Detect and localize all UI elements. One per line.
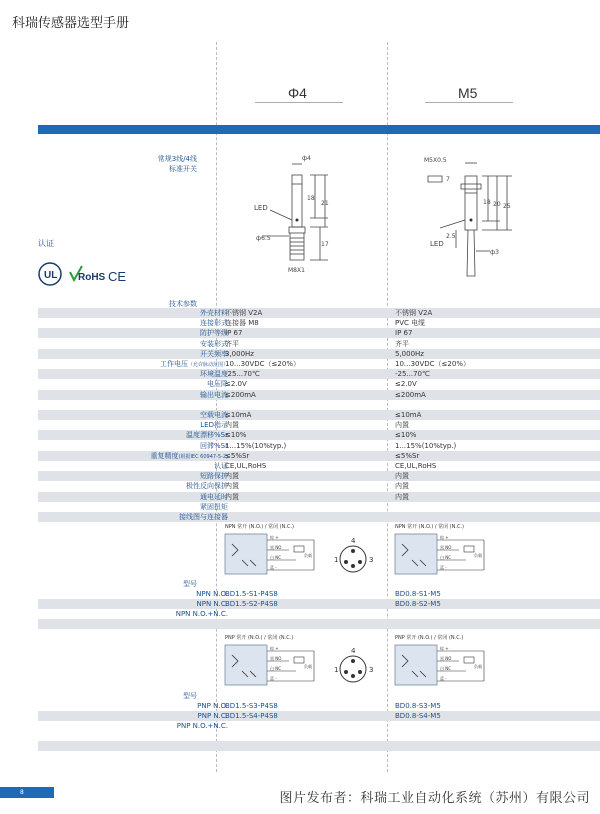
spec-label: 外壳材料 (200, 309, 228, 317)
spec-value-m5: 不锈钢 V2A (395, 309, 433, 317)
spec-value-m5: 内置 (395, 492, 409, 501)
model-row-label: PNP N.O.+N.C. (176, 722, 228, 730)
sensor-block (225, 645, 267, 685)
model-code-phi4: BD1.5-S1-P4S8 (225, 590, 278, 598)
spec-row (38, 481, 600, 491)
model-code-m5: BD0.8-S4-M5 (395, 712, 441, 720)
page-number: 8 (20, 789, 24, 796)
dim-label: M8X1 (288, 267, 305, 274)
sensor-block (225, 534, 267, 574)
wire-label: 棕 + (440, 646, 449, 651)
dim-label: 18 (307, 195, 315, 202)
blank-row (38, 731, 600, 741)
model-code-phi4: BD1.5-S4-P4S8 (225, 712, 278, 720)
spec-value-phi4: 内置 (225, 482, 239, 491)
spec-value-phi4: 10...30VDC（≤20%） (225, 360, 300, 368)
publisher-credit: 图片发布者：科瑞工业自动化系统（苏州）有限公司 (279, 791, 590, 806)
specs-title: 技术参数 (169, 300, 197, 308)
spec-row (38, 512, 600, 522)
spec-row (38, 441, 600, 451)
pnp-caption-m5: PNP 常开 (N.O.) / 常闭 (N.C.) (395, 635, 464, 641)
spec-label: 通电延时 (200, 492, 228, 501)
spec-value-m5: ≤200mA (395, 390, 426, 399)
spec-label: 电压降 (207, 380, 228, 389)
npn-wiring-diagram-m5 (394, 530, 494, 578)
spec-value-m5: ≤2.0V (395, 380, 417, 389)
pnp-model-title: 型号 (183, 692, 197, 700)
load-block (464, 657, 474, 663)
spec-value-phi4: 内置 (225, 421, 239, 430)
model-row (38, 599, 600, 609)
spec-value-m5: 内置 (395, 482, 409, 491)
spec-label: 重复精度(根据IEC 60947-5-2) (150, 451, 228, 460)
column-title-underline (255, 102, 343, 103)
model-row-label: NPN N.C. (196, 600, 228, 608)
spec-row (38, 308, 600, 318)
pin-label: 3 (369, 666, 374, 674)
model-code-m5: BD0.8-S3-M5 (395, 702, 441, 710)
spec-value-phi4: 连接器 M8 (225, 319, 259, 328)
spec-row (38, 349, 600, 359)
pin-label: 1 (334, 666, 339, 674)
npn-caption-phi4: NPN 常开 (N.O.) / 常闭 (N.C.) (225, 524, 294, 530)
npn-wiring-diagram-phi4 (224, 530, 324, 578)
spec-value-phi4: 内置 (225, 492, 239, 501)
wire-label: 黑 NO (270, 545, 282, 550)
ul-text: UL (44, 270, 58, 281)
model-row-label: PNP N.C. (197, 712, 228, 720)
spec-row (38, 359, 600, 369)
spec-value-phi4: ≤5%Sr (225, 451, 250, 460)
spec-value-m5: ≤10% (395, 431, 417, 440)
dim-label: 2.5 (446, 233, 456, 240)
dim-label: M5X0.5 (424, 157, 447, 164)
spec-label: 认证 (214, 462, 228, 470)
ce-mark: CE (108, 269, 127, 284)
sensor-block (395, 534, 437, 574)
led-label: LED (430, 240, 444, 248)
dim-label: 25 (503, 203, 511, 210)
wire-label: 蓝 - (270, 676, 277, 681)
spec-label: 环境温度 (200, 370, 228, 379)
model-row (38, 589, 600, 599)
spec-value-phi4: ≤200mA (225, 390, 256, 399)
cert-label: 认证 (38, 239, 54, 248)
spec-row (38, 430, 600, 440)
model-row-label: NPN N.O.+N.C. (175, 610, 228, 618)
model-row (38, 701, 600, 711)
spec-row (38, 369, 600, 379)
spec-row (38, 318, 600, 328)
type-label: 标准开关 (169, 165, 197, 173)
section-band (38, 125, 600, 134)
column-title-underline (425, 102, 513, 103)
spec-value-m5: 内置 (395, 421, 409, 430)
model-row-label: NPN N.O. (196, 590, 228, 598)
spec-label: 温度漂移%Sr (186, 431, 228, 440)
spec-label: 开关频率 (200, 349, 228, 358)
spec-row (38, 400, 600, 410)
spec-label: 防护等级 (200, 329, 228, 338)
spec-label: 回滞%Sr (200, 441, 228, 450)
spec-value-m5: IP 67 (395, 329, 413, 338)
wire-label: 白 NC (440, 666, 452, 671)
spec-label: 紧固扭矩 (200, 502, 228, 511)
spec-value-m5: 5,000Hz (395, 349, 424, 358)
dim-label: ф3 (490, 249, 499, 256)
dim-label: 21 (321, 200, 329, 207)
cert-logos (38, 260, 128, 288)
spec-value-phi4: ≤10mA (225, 411, 252, 419)
wire-label: 黑 NO (440, 656, 452, 661)
wire-label: 蓝 - (440, 565, 447, 570)
spec-label: 接线图与连接器 (179, 513, 228, 521)
spec-value-m5: -25...70℃ (395, 370, 430, 379)
connector-pinout-pnp (333, 645, 383, 687)
pin-label: 3 (369, 556, 374, 564)
connector-pinout-npn (333, 535, 383, 577)
spec-value-phi4: 齐平 (225, 339, 239, 348)
wire-label: 白 NC (440, 555, 452, 560)
spec-value-phi4: CE,UL,RoHS (225, 462, 267, 470)
spec-row (38, 328, 600, 338)
dim-label: 17 (321, 241, 329, 248)
spec-row (38, 502, 600, 512)
wire-label: 黑 NO (440, 545, 452, 550)
spec-row (38, 379, 600, 389)
wire-label: 负载 (304, 553, 312, 558)
dim-label: 18 (483, 199, 491, 206)
spec-row (38, 471, 600, 481)
spec-value-phi4: ≤10% (225, 431, 247, 440)
pin-label: 4 (351, 647, 356, 655)
wire-label: 黑 NO (270, 656, 282, 661)
pnp-wiring-diagram-phi4 (224, 641, 324, 689)
pnp-caption-phi4: PNP 常开 (N.O.) / 常闭 (N.C.) (225, 635, 294, 641)
wire-label: 白 NC (270, 666, 282, 671)
spec-value-m5: 内置 (395, 472, 409, 481)
model-code-m5: BD0.8-S2-M5 (395, 600, 441, 608)
spec-label: 输出电流 (200, 390, 228, 399)
spec-row (38, 420, 600, 430)
npn-model-title: 型号 (183, 580, 197, 588)
spec-row (38, 390, 600, 400)
wire-label: 负载 (304, 664, 312, 669)
spec-label: 工作电压（允许脉动范围） (159, 360, 228, 368)
pin-label: 1 (334, 556, 339, 564)
wire-label: 棕 + (270, 646, 279, 651)
spec-label-note: （允许脉动范围） (187, 362, 228, 368)
pin-label: 4 (351, 537, 356, 545)
spec-value-m5: ≤10mA (395, 411, 422, 419)
spec-value-m5: 齐平 (395, 339, 409, 348)
spec-row (38, 410, 600, 420)
load-block (464, 546, 474, 552)
spec-value-phi4: IP 67 (225, 329, 243, 338)
model-code-phi4: BD1.5-S2-P4S8 (225, 600, 278, 608)
model-row (38, 609, 600, 619)
wire-label: 白 NC (270, 555, 282, 560)
spec-label-note: (根据IEC 60947-5-2) (178, 453, 228, 460)
pnp-wiring-diagram-m5 (394, 641, 494, 689)
spec-row (38, 461, 600, 471)
dim-label: 7 (446, 176, 450, 183)
spec-value-phi4: -25...70℃ (225, 370, 260, 379)
load-block (294, 657, 304, 663)
model-code-phi4: BD1.5-S3-P4S8 (225, 702, 278, 710)
spec-value-phi4: 不锈钢 V2A (225, 309, 263, 317)
page-number-bar (0, 787, 54, 798)
dim-label: ф6.5 (256, 235, 271, 242)
rohs-text: RoHS (78, 272, 106, 283)
spec-value-phi4: 内置 (225, 472, 239, 481)
spec-label: 空载电流 (200, 411, 228, 419)
spec-value-phi4: ≤2.0V (225, 380, 247, 389)
page-header-title: 科瑞传感器选型手册 (12, 16, 130, 31)
type-label: 常规3线/4线 (157, 155, 197, 163)
blank-row (38, 619, 600, 629)
column-title-m5: M5 (458, 85, 478, 101)
spec-value-m5: 1...15%(10%typ.) (395, 441, 457, 450)
m5-sensor-drawing (410, 148, 520, 280)
spec-value-m5: CE,UL,RoHS (395, 462, 437, 470)
dim-label: 20 (493, 201, 501, 208)
spec-value-m5: 10...30VDC（≤20%） (395, 360, 470, 368)
model-row (38, 721, 600, 731)
wire-label: 蓝 - (440, 676, 447, 681)
spec-row (38, 492, 600, 502)
npn-caption-m5: NPN 常开 (N.O.) / 常闭 (N.C.) (395, 524, 464, 530)
spec-row (38, 339, 600, 349)
spec-label: 短路保护 (200, 472, 228, 481)
spec-label: 安装形式 (200, 339, 228, 348)
spec-label: LED指示 (200, 421, 228, 430)
phi4-sensor-drawing (250, 150, 340, 278)
wire-label: 棕 + (440, 535, 449, 540)
spec-label: 极性反向保护 (186, 482, 228, 491)
spec-label: 连接形式 (200, 319, 228, 328)
sensor-block (395, 645, 437, 685)
column-title-phi4: Φ4 (288, 85, 307, 101)
spec-value-phi4: 1...15%(10%typ.) (225, 441, 287, 450)
spec-value-m5: ≤5%Sr (395, 451, 420, 460)
wire-label: 负载 (474, 664, 482, 669)
wire-label: 负载 (474, 553, 482, 558)
model-row (38, 711, 600, 721)
spec-row (38, 451, 600, 461)
spec-value-m5: PVC 电缆 (395, 319, 426, 328)
wire-label: 棕 + (270, 535, 279, 540)
wire-label: 蓝 - (270, 565, 277, 570)
load-block (294, 546, 304, 552)
model-code-m5: BD0.8-S1-M5 (395, 590, 441, 598)
model-row-label: PNP N.O. (197, 702, 228, 710)
spec-value-phi4: 3,000Hz (225, 349, 254, 358)
blank-row (38, 741, 600, 751)
led-label: LED (254, 204, 268, 212)
dim-label: ф4 (302, 155, 311, 162)
